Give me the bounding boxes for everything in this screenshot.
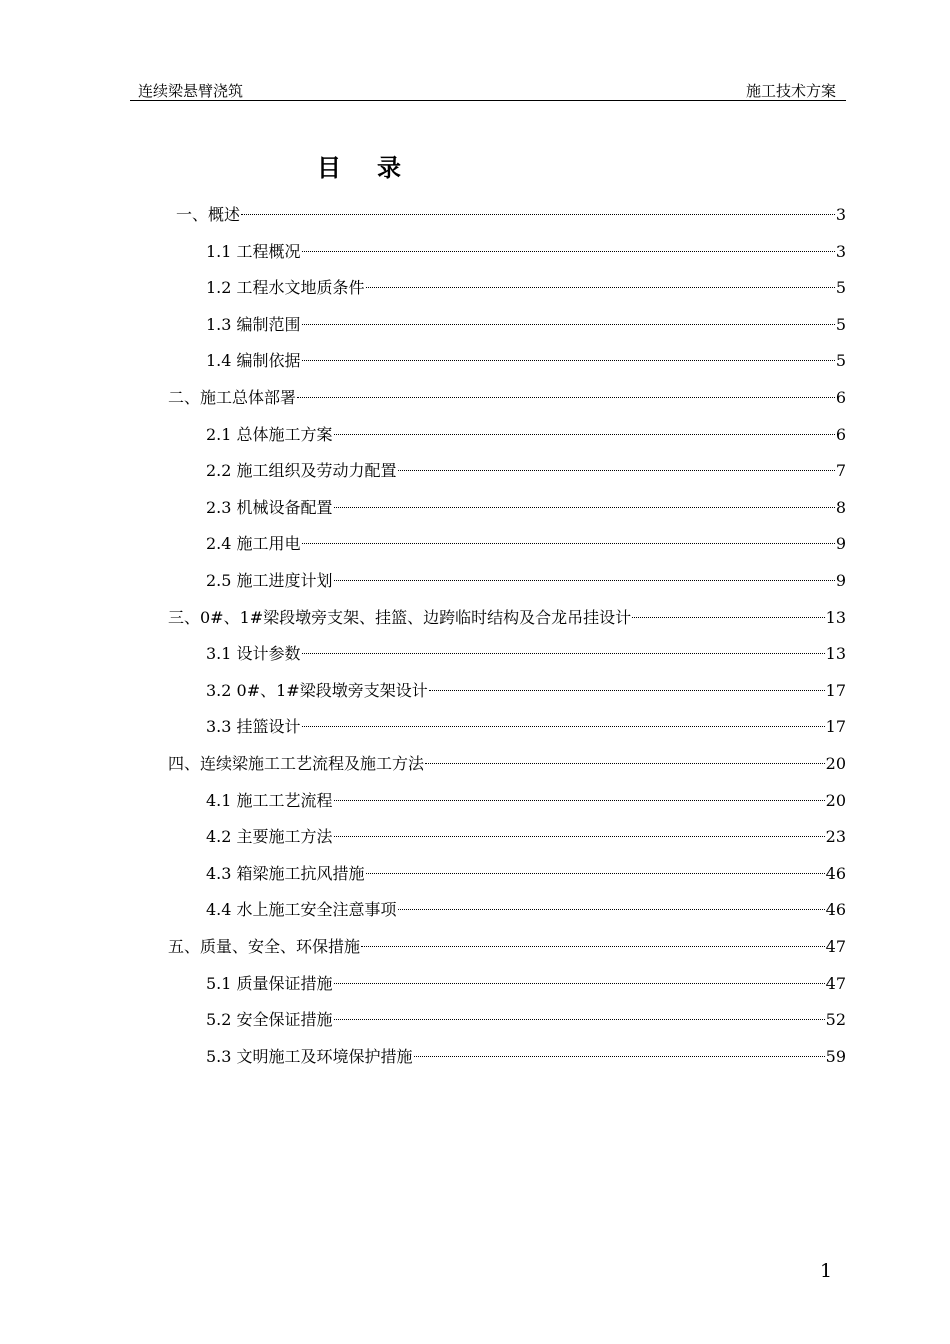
toc-entry[interactable] <box>206 712 846 742</box>
toc-entry-label: 4.4 水上施工安全注意事项 <box>206 900 397 920</box>
toc-entry-page: 20 <box>825 754 846 773</box>
toc-entry-label: 2.5 施工进度计划 <box>206 571 333 590</box>
toc-entry[interactable] <box>206 1042 846 1072</box>
toc-entry-page: 46 <box>825 863 846 883</box>
toc-entry-label: 4.2 主要施工方法 <box>206 827 333 847</box>
toc-entry-label: 三、0#、1#梁段墩旁支架、挂篮、边跨临时结构及合龙吊挂设计 <box>168 607 632 627</box>
page-header <box>130 78 846 101</box>
toc-entry-label: 二、施工总体部署 <box>168 388 297 407</box>
toc-entry[interactable] <box>206 786 846 816</box>
toc-entry-page: 52 <box>825 1010 846 1030</box>
toc-entry[interactable] <box>206 346 846 376</box>
toc-entry-label: 1.3 编制范围 <box>206 314 301 334</box>
toc-dot-leader <box>366 287 835 288</box>
toc-entry-page: 13 <box>825 644 846 664</box>
toc-dot-leader <box>361 946 825 947</box>
toc-entry[interactable] <box>206 273 846 303</box>
toc-dot-leader <box>334 983 825 984</box>
toc-dot-leader <box>302 543 835 544</box>
toc-entry-page: 8 <box>835 497 846 517</box>
toc-entry-page: 6 <box>835 424 846 444</box>
toc-entry-page: 9 <box>835 571 846 590</box>
toc-entry-label: 5.3 文明施工及环境保护措施 <box>206 1046 413 1066</box>
toc-dot-leader <box>334 800 825 801</box>
page-number: 1 <box>820 1260 833 1282</box>
toc-entry-label: 四、连续梁施工工艺流程及施工方法 <box>168 754 425 773</box>
toc-entry[interactable] <box>206 859 846 889</box>
toc-entry[interactable] <box>206 310 846 340</box>
toc-dot-leader <box>414 1056 825 1057</box>
toc-entry[interactable] <box>206 420 846 450</box>
toc-dot-leader <box>334 580 835 581</box>
toc-entry-page: 5 <box>835 278 846 298</box>
toc-entry[interactable] <box>206 822 846 852</box>
toc-entry[interactable] <box>168 749 846 779</box>
toc-entry-label: 2.1 总体施工方案 <box>206 424 333 444</box>
toc-entry-page: 5 <box>835 314 846 334</box>
toc-dot-leader <box>302 324 835 325</box>
toc-dot-leader <box>366 873 825 874</box>
header-section-title: 施工技术方案 <box>745 82 836 100</box>
toc-entry[interactable] <box>206 895 846 925</box>
toc-entry-label: 4.1 施工工艺流程 <box>206 790 333 810</box>
toc-entry-page: 17 <box>825 680 846 700</box>
toc-title: 目录 <box>317 154 437 182</box>
toc-dot-leader <box>334 1019 825 1020</box>
toc-dot-leader <box>398 909 825 910</box>
toc-entry-label: 3.1 设计参数 <box>206 644 301 664</box>
toc-entry[interactable] <box>206 237 846 267</box>
toc-entry-page: 5 <box>835 351 846 371</box>
toc-entry-page: 23 <box>825 827 846 847</box>
toc-dot-leader <box>334 507 835 508</box>
toc-entry-label: 5.1 质量保证措施 <box>206 973 333 993</box>
toc-dot-leader <box>302 251 835 252</box>
toc-entry-page: 3 <box>835 241 846 261</box>
toc-entry-label: 1.2 工程水文地质条件 <box>206 278 365 298</box>
toc-entry-label: 2.3 机械设备配置 <box>206 497 333 517</box>
toc-entry-page: 3 <box>835 205 846 224</box>
toc-entry-page: 20 <box>825 790 846 810</box>
toc-dot-leader <box>425 763 825 764</box>
toc-entry-label: 3.2 0#、1#梁段墩旁支架设计 <box>206 680 428 700</box>
toc-entry[interactable] <box>206 639 846 669</box>
toc-entry-label: 3.3 挂篮设计 <box>206 717 301 737</box>
toc-dot-leader <box>632 617 824 618</box>
toc-entry-page: 59 <box>825 1046 846 1066</box>
toc-entry[interactable] <box>176 200 846 230</box>
toc-entry[interactable] <box>168 603 846 633</box>
toc-entry-page: 9 <box>835 534 846 554</box>
toc-entry-label: 一、概述 <box>176 205 241 224</box>
toc-entry[interactable] <box>168 383 846 413</box>
toc-entry-page: 6 <box>835 388 846 407</box>
toc-entry-page: 17 <box>825 717 846 737</box>
toc-entry-page: 46 <box>825 900 846 920</box>
toc-entry-label: 5.2 安全保证措施 <box>206 1010 333 1030</box>
toc-entry-label: 1.4 编制依据 <box>206 351 301 371</box>
toc-entry[interactable] <box>168 932 846 962</box>
toc-dot-leader <box>302 726 825 727</box>
toc-dot-leader <box>297 397 835 398</box>
toc-entry-label: 1.1 工程概况 <box>206 241 301 261</box>
toc-entry-label: 2.4 施工用电 <box>206 534 301 554</box>
toc-entry[interactable] <box>206 529 846 559</box>
toc-entry-page: 13 <box>825 607 846 627</box>
toc-dot-leader <box>429 690 825 691</box>
toc-dot-leader <box>334 836 825 837</box>
toc-entry-page: 7 <box>835 461 846 481</box>
toc-entry[interactable] <box>206 456 846 486</box>
toc-entry[interactable] <box>206 493 846 523</box>
toc-entry-page: 47 <box>825 973 846 993</box>
toc-entry[interactable] <box>206 676 846 706</box>
toc-entry[interactable] <box>206 969 846 999</box>
toc-dot-leader <box>241 214 835 215</box>
toc-entry-label: 4.3 箱梁施工抗风措施 <box>206 863 365 883</box>
toc-entry-label: 2.2 施工组织及劳动力配置 <box>206 461 397 481</box>
toc-entry[interactable] <box>206 566 846 596</box>
toc-dot-leader <box>334 434 835 435</box>
toc-entry-label: 五、质量、安全、环保措施 <box>168 937 361 956</box>
toc-entry-page: 47 <box>825 937 846 956</box>
toc-entry[interactable] <box>206 1005 846 1035</box>
header-document-title: 连续梁悬臂浇筑 <box>138 82 244 100</box>
toc-dot-leader <box>398 470 835 471</box>
toc-dot-leader <box>302 653 825 654</box>
toc-dot-leader <box>302 360 835 361</box>
